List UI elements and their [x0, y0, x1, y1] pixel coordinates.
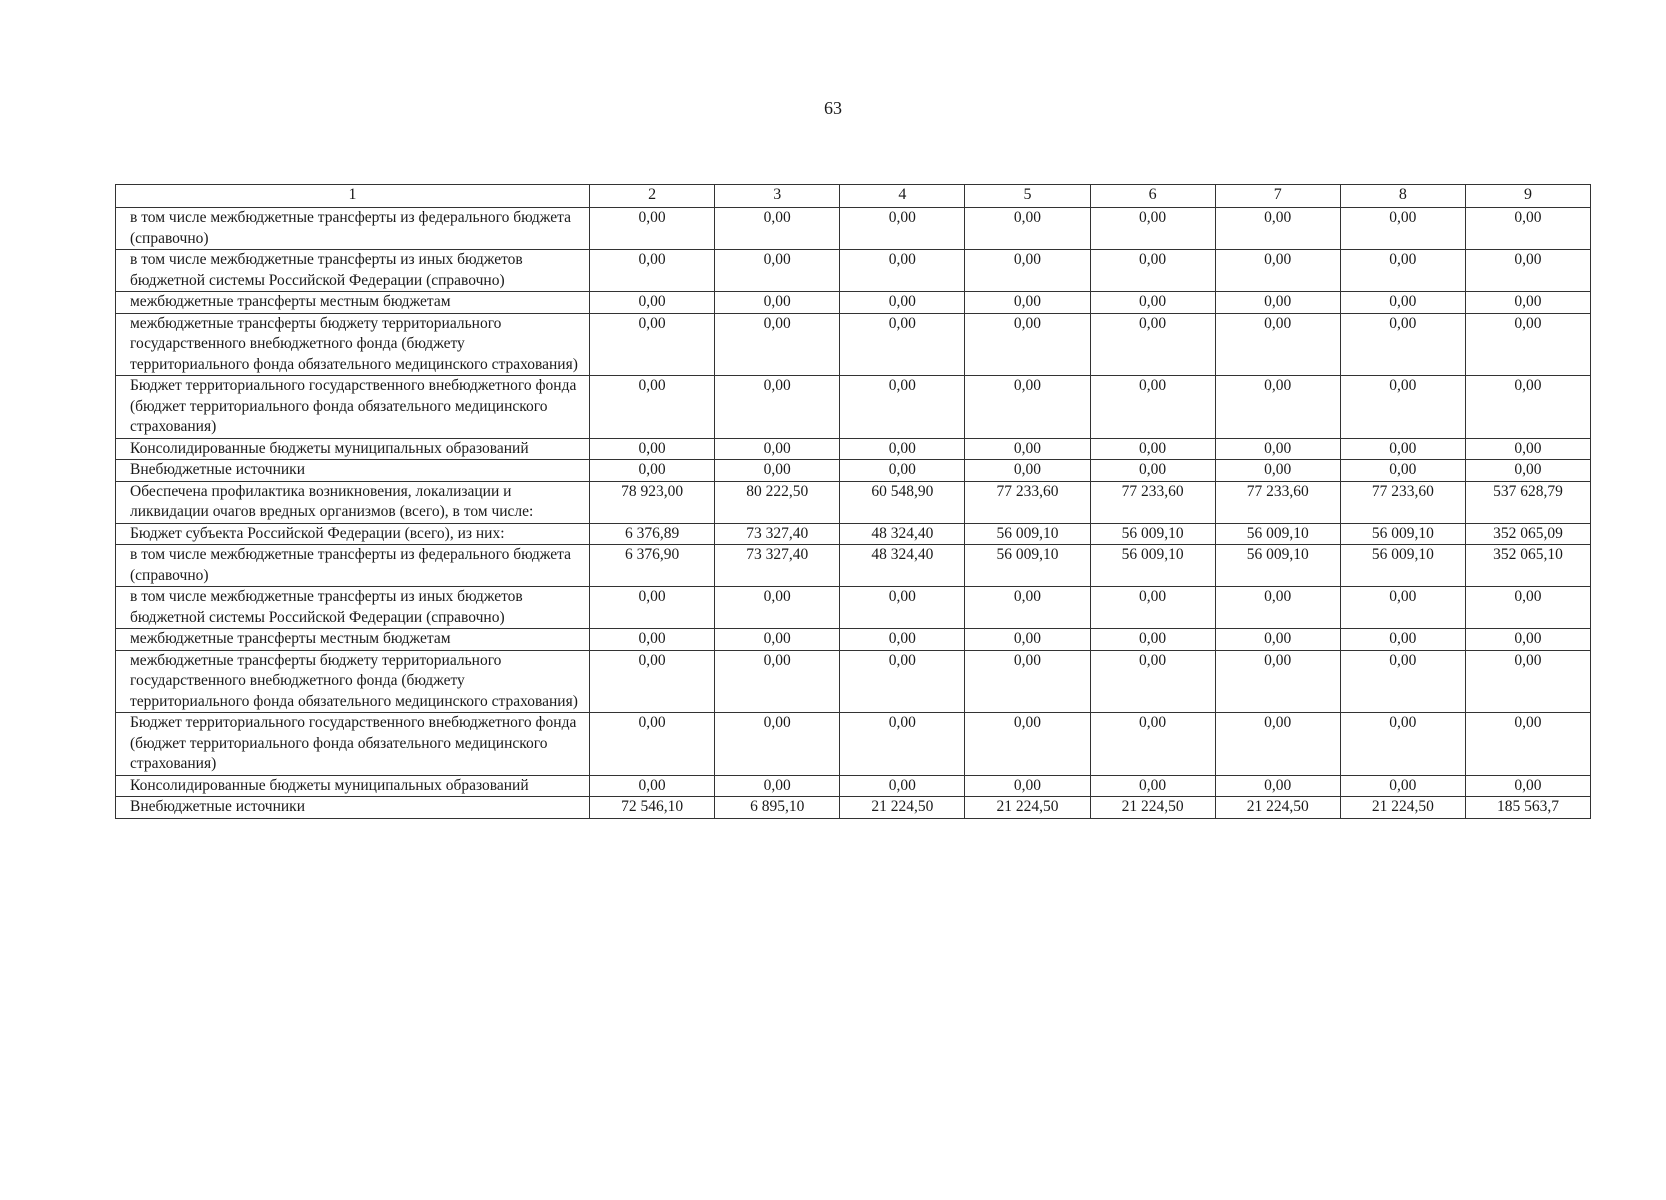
value-cell: 0,00	[1340, 208, 1465, 250]
value-cell: 0,00	[1215, 460, 1340, 482]
value-cell: 0,00	[1090, 775, 1215, 797]
value-cell: 0,00	[1340, 292, 1465, 314]
value-cell: 0,00	[1465, 250, 1590, 292]
value-cell: 0,00	[1465, 376, 1590, 439]
value-cell: 0,00	[965, 313, 1090, 376]
header-cell: 6	[1090, 185, 1215, 208]
value-cell: 0,00	[590, 376, 715, 439]
value-cell: 352 065,10	[1465, 545, 1590, 587]
table-row	[116, 460, 1591, 482]
header-cell: 1	[116, 185, 590, 208]
value-cell: 0,00	[1465, 460, 1590, 482]
value-cell: 0,00	[1090, 292, 1215, 314]
row-label: Бюджет территориального государственного внебюджетного фонда (бюджет территориального фонда обязательного медицинского страхования)	[116, 376, 590, 439]
table-row	[116, 650, 1591, 713]
value-cell: 56 009,10	[1340, 523, 1465, 545]
value-cell: 0,00	[965, 775, 1090, 797]
value-cell: 0,00	[965, 460, 1090, 482]
table-row	[116, 629, 1591, 651]
value-cell: 0,00	[590, 629, 715, 651]
row-label: Внебюджетные источники	[116, 460, 590, 482]
header-row	[116, 185, 1591, 208]
value-cell: 0,00	[840, 650, 965, 713]
value-cell: 0,00	[1465, 292, 1590, 314]
value-cell: 60 548,90	[840, 481, 965, 523]
table-row	[116, 481, 1591, 523]
table-row	[116, 797, 1591, 819]
value-cell: 0,00	[715, 650, 840, 713]
value-cell: 0,00	[1465, 587, 1590, 629]
value-cell: 0,00	[840, 775, 965, 797]
value-cell: 0,00	[840, 713, 965, 776]
header-cell: 2	[590, 185, 715, 208]
table-row	[116, 438, 1591, 460]
value-cell: 0,00	[840, 629, 965, 651]
header-cell: 9	[1465, 185, 1590, 208]
header-cell: 7	[1215, 185, 1340, 208]
value-cell: 0,00	[1090, 313, 1215, 376]
table-row	[116, 313, 1591, 376]
value-cell: 0,00	[1090, 713, 1215, 776]
value-cell: 0,00	[1090, 438, 1215, 460]
table-row	[116, 775, 1591, 797]
value-cell: 0,00	[590, 713, 715, 776]
header-cell: 5	[965, 185, 1090, 208]
table-row	[116, 250, 1591, 292]
value-cell: 0,00	[1340, 775, 1465, 797]
value-cell: 0,00	[1215, 587, 1340, 629]
value-cell: 0,00	[840, 376, 965, 439]
value-cell: 0,00	[715, 629, 840, 651]
value-cell: 352 065,09	[1465, 523, 1590, 545]
value-cell: 0,00	[965, 587, 1090, 629]
value-cell: 21 224,50	[965, 797, 1090, 819]
value-cell: 0,00	[965, 208, 1090, 250]
value-cell: 77 233,60	[1215, 481, 1340, 523]
value-cell: 0,00	[1215, 713, 1340, 776]
value-cell: 77 233,60	[1340, 481, 1465, 523]
value-cell: 73 327,40	[715, 545, 840, 587]
value-cell: 6 895,10	[715, 797, 840, 819]
value-cell: 21 224,50	[1340, 797, 1465, 819]
value-cell: 0,00	[1340, 713, 1465, 776]
value-cell: 0,00	[1465, 713, 1590, 776]
value-cell: 21 224,50	[1090, 797, 1215, 819]
value-cell: 0,00	[1090, 376, 1215, 439]
value-cell: 0,00	[715, 250, 840, 292]
value-cell: 56 009,10	[965, 523, 1090, 545]
value-cell: 0,00	[715, 438, 840, 460]
value-cell: 0,00	[1090, 587, 1215, 629]
table-row	[116, 587, 1591, 629]
value-cell: 0,00	[715, 292, 840, 314]
value-cell: 0,00	[590, 292, 715, 314]
value-cell: 73 327,40	[715, 523, 840, 545]
value-cell: 0,00	[1340, 313, 1465, 376]
value-cell: 0,00	[1465, 775, 1590, 797]
row-label: Внебюджетные источники	[116, 797, 590, 819]
value-cell: 0,00	[1215, 376, 1340, 439]
value-cell: 56 009,10	[1090, 523, 1215, 545]
value-cell: 0,00	[965, 650, 1090, 713]
table-row	[116, 208, 1591, 250]
value-cell: 0,00	[1215, 775, 1340, 797]
value-cell: 0,00	[715, 775, 840, 797]
value-cell: 0,00	[1465, 438, 1590, 460]
value-cell: 0,00	[840, 292, 965, 314]
value-cell: 21 224,50	[840, 797, 965, 819]
value-cell: 0,00	[1340, 376, 1465, 439]
row-label: межбюджетные трансферты бюджету территориального государственного внебюджетного фонда (бюджету территориального фонда обязательного медицинского страхования)	[116, 650, 590, 713]
value-cell: 0,00	[840, 208, 965, 250]
value-cell: 185 563,7	[1465, 797, 1590, 819]
value-cell: 77 233,60	[1090, 481, 1215, 523]
value-cell: 48 324,40	[840, 523, 965, 545]
value-cell: 0,00	[715, 376, 840, 439]
value-cell: 0,00	[965, 250, 1090, 292]
value-cell: 56 009,10	[1215, 545, 1340, 587]
value-cell: 0,00	[840, 438, 965, 460]
table-row	[116, 523, 1591, 545]
value-cell: 0,00	[1090, 629, 1215, 651]
value-cell: 0,00	[1090, 650, 1215, 713]
value-cell: 0,00	[715, 460, 840, 482]
value-cell: 48 324,40	[840, 545, 965, 587]
row-label: Обеспечена профилактика возникновения, локализации и ликвидации очагов вредных организмов (всего), в том числе:	[116, 481, 590, 523]
value-cell: 0,00	[715, 587, 840, 629]
value-cell: 0,00	[840, 587, 965, 629]
value-cell: 0,00	[1340, 460, 1465, 482]
row-label: Бюджет субъекта Российской Федерации (всего), из них:	[116, 523, 590, 545]
value-cell: 0,00	[1215, 313, 1340, 376]
value-cell: 0,00	[590, 587, 715, 629]
table-row	[116, 713, 1591, 776]
value-cell: 0,00	[965, 438, 1090, 460]
value-cell: 0,00	[590, 775, 715, 797]
row-label: в том числе межбюджетные трансферты из федерального бюджета (справочно)	[116, 208, 590, 250]
value-cell: 0,00	[965, 376, 1090, 439]
row-label: Консолидированные бюджеты муниципальных образований	[116, 775, 590, 797]
row-label: в том числе межбюджетные трансферты из иных бюджетов бюджетной системы Российской Федерации (справочно)	[116, 587, 590, 629]
value-cell: 0,00	[840, 313, 965, 376]
value-cell: 0,00	[1215, 629, 1340, 651]
value-cell: 56 009,10	[965, 545, 1090, 587]
table-row	[116, 376, 1591, 439]
row-label: Бюджет территориального государственного внебюджетного фонда (бюджет территориального фонда обязательного медицинского страхования)	[116, 713, 590, 776]
value-cell: 0,00	[590, 313, 715, 376]
value-cell: 0,00	[965, 713, 1090, 776]
value-cell: 0,00	[1465, 629, 1590, 651]
value-cell: 6 376,89	[590, 523, 715, 545]
header-cell: 8	[1340, 185, 1465, 208]
value-cell: 0,00	[590, 438, 715, 460]
value-cell: 0,00	[1465, 313, 1590, 376]
header-cell: 4	[840, 185, 965, 208]
value-cell: 0,00	[590, 650, 715, 713]
value-cell: 56 009,10	[1340, 545, 1465, 587]
row-label: межбюджетные трансферты местным бюджетам	[116, 292, 590, 314]
value-cell: 56 009,10	[1215, 523, 1340, 545]
value-cell: 0,00	[1215, 250, 1340, 292]
value-cell: 0,00	[1340, 587, 1465, 629]
value-cell: 56 009,10	[1090, 545, 1215, 587]
value-cell: 0,00	[1090, 208, 1215, 250]
value-cell: 0,00	[1465, 208, 1590, 250]
value-cell: 0,00	[715, 313, 840, 376]
value-cell: 0,00	[1215, 438, 1340, 460]
budget-table	[115, 184, 1591, 819]
value-cell: 0,00	[965, 629, 1090, 651]
value-cell: 0,00	[1215, 208, 1340, 250]
value-cell: 78 923,00	[590, 481, 715, 523]
value-cell: 80 222,50	[715, 481, 840, 523]
value-cell: 0,00	[1340, 629, 1465, 651]
header-cell: 3	[715, 185, 840, 208]
row-label: Консолидированные бюджеты муниципальных образований	[116, 438, 590, 460]
value-cell: 21 224,50	[1215, 797, 1340, 819]
page-number: 63	[824, 98, 842, 118]
value-cell: 0,00	[1340, 438, 1465, 460]
value-cell: 0,00	[715, 208, 840, 250]
value-cell: 0,00	[590, 250, 715, 292]
value-cell: 72 546,10	[590, 797, 715, 819]
row-label: в том числе межбюджетные трансферты из иных бюджетов бюджетной системы Российской Федерации (справочно)	[116, 250, 590, 292]
value-cell: 77 233,60	[965, 481, 1090, 523]
table-row	[116, 545, 1591, 587]
value-cell: 0,00	[1340, 650, 1465, 713]
value-cell: 0,00	[1215, 292, 1340, 314]
value-cell: 0,00	[1090, 460, 1215, 482]
value-cell: 0,00	[1090, 250, 1215, 292]
value-cell: 0,00	[840, 460, 965, 482]
value-cell: 0,00	[590, 208, 715, 250]
value-cell: 0,00	[715, 713, 840, 776]
value-cell: 0,00	[1215, 650, 1340, 713]
row-label: в том числе межбюджетные трансферты из федерального бюджета (справочно)	[116, 545, 590, 587]
row-label: межбюджетные трансферты местным бюджетам	[116, 629, 590, 651]
row-label: межбюджетные трансферты бюджету территориального государственного внебюджетного фонда (бюджету территориального фонда обязательного медицинского страхования)	[116, 313, 590, 376]
table-row	[116, 292, 1591, 314]
table-body	[116, 208, 1591, 819]
value-cell: 0,00	[840, 250, 965, 292]
value-cell: 0,00	[1465, 650, 1590, 713]
value-cell: 6 376,90	[590, 545, 715, 587]
value-cell: 0,00	[1340, 250, 1465, 292]
value-cell: 537 628,79	[1465, 481, 1590, 523]
value-cell: 0,00	[965, 292, 1090, 314]
value-cell: 0,00	[590, 460, 715, 482]
table-header	[116, 185, 1591, 208]
